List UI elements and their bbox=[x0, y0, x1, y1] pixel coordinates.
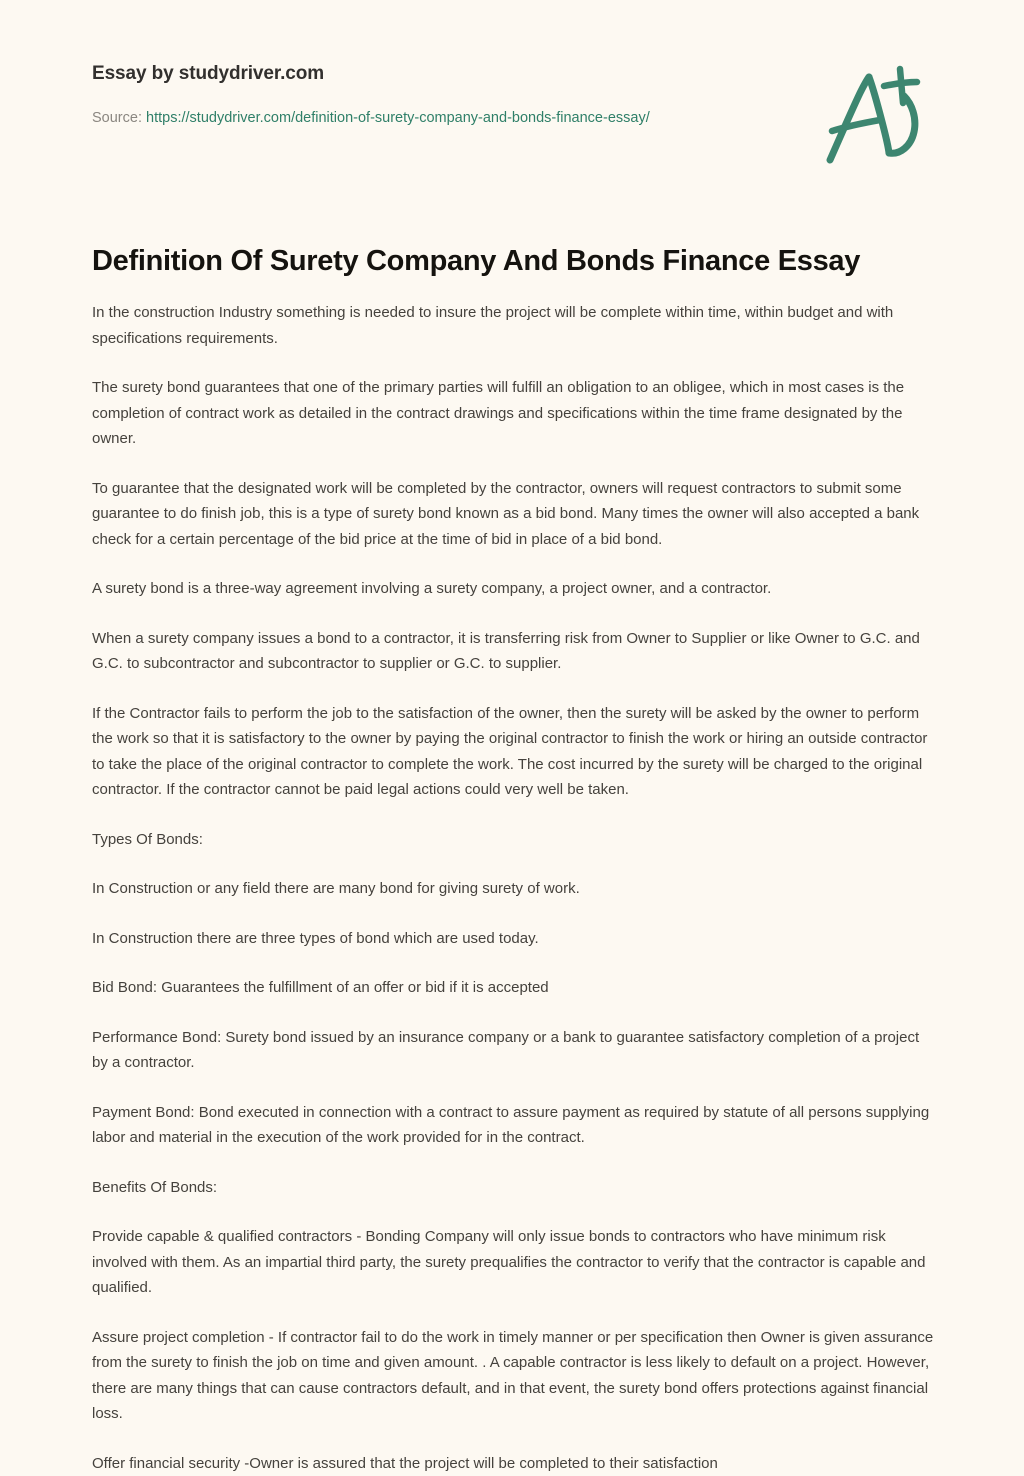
paragraph: The surety bond guarantees that one of the primary parties will fulfill an obligation to an obligee, which in most cases is the completion of contract work as detailed in the contract drawings and specifications within the time frame designated by the owner. bbox=[92, 375, 934, 452]
paragraph: If the Contractor fails to perform the job to the satisfaction of the owner, then the surety will be asked by the owner to perform the work so that it is satisfactory to the owner by paying the original contractor to finish the work or hiring an outside contractor to take the place of the original contractor to complete the work. The cost incurred by the surety will be charged to the original contractor. If the contractor cannot be paid legal actions could very well be taken. bbox=[92, 701, 934, 803]
header-text-block bbox=[92, 62, 812, 128]
source-url-link[interactable]: https://studydriver.com/definition-of-surety-company-and-bonds-finance-essay/ bbox=[146, 110, 650, 126]
paragraph: A surety bond is a three-way agreement involving a surety company, a project owner, and a contractor. bbox=[92, 576, 934, 602]
section-heading-benefits-of-bonds: Benefits Of Bonds: bbox=[92, 1175, 934, 1201]
paragraph-payment-bond: Payment Bond: Bond executed in connection with a contract to assure payment as required by statute of all persons supplying labor and material in the execution of the work provided for in the contract. bbox=[92, 1100, 934, 1151]
paragraph: In Construction there are three types of bond which are used today. bbox=[92, 926, 934, 952]
paragraph-performance-bond: Performance Bond: Surety bond issued by an insurance company or a bank to guarantee satisfactory completion of a project by a contractor. bbox=[92, 1025, 934, 1076]
article-body bbox=[92, 243, 934, 1476]
paragraph: In Construction or any field there are many bond for giving surety of work. bbox=[92, 876, 934, 902]
source-label: Source: bbox=[92, 110, 142, 126]
byline: Essay by studydriver.com bbox=[92, 62, 812, 86]
article-paragraphs bbox=[92, 279, 934, 1476]
source-line bbox=[92, 86, 812, 128]
page-header bbox=[0, 0, 1024, 190]
paragraph-bid-bond: Bid Bond: Guarantees the fulfillment of an offer or bid if it is accepted bbox=[92, 975, 934, 1001]
paragraph-assure-project-completion: Assure project completion - If contractor fail to do the work in timely manner or per specification then Owner is given assurance from the surety to finish the job on time and given amount. . A capable contractor is less likely to default on a project. However, there are many things that can cause contractors default, and in that event, the surety bond offers protections against financial loss. bbox=[92, 1325, 934, 1427]
paragraph-provide-capable-contractors: Provide capable & qualified contractors - Bonding Company will only issue bonds to contractors who have minimum risk involved with them. As an impartial third party, the surety prequalifies the contractor to verify that the contractor is capable and qualified. bbox=[92, 1224, 934, 1301]
section-heading-types-of-bonds: Types Of Bonds: bbox=[92, 827, 934, 853]
studydriver-a-plus-logo-icon bbox=[812, 58, 930, 176]
paragraph: To guarantee that the designated work will be completed by the contractor, owners will request contractors to submit some guarantee to do finish job, this is a type of surety bond known as a bid bond. Many times the owner will also accepted a bank check for a certain percentage of the bid price at the time of bid in place of a bid bond. bbox=[92, 476, 934, 553]
paragraph: In the construction Industry something is needed to insure the project will be complete within time, within budget and with specifications requirements. bbox=[92, 300, 934, 351]
page-title: Definition Of Surety Company And Bonds Finance Essay bbox=[92, 243, 934, 279]
paragraph: When a surety company issues a bond to a contractor, it is transferring risk from Owner to Supplier or like Owner to G.C. and G.C. to subcontractor and subcontractor to supplier or G.C. to supplier. bbox=[92, 626, 934, 677]
paragraph-offer-financial-security: Offer financial security -Owner is assured that the project will be completed to their satisfaction bbox=[92, 1451, 934, 1476]
